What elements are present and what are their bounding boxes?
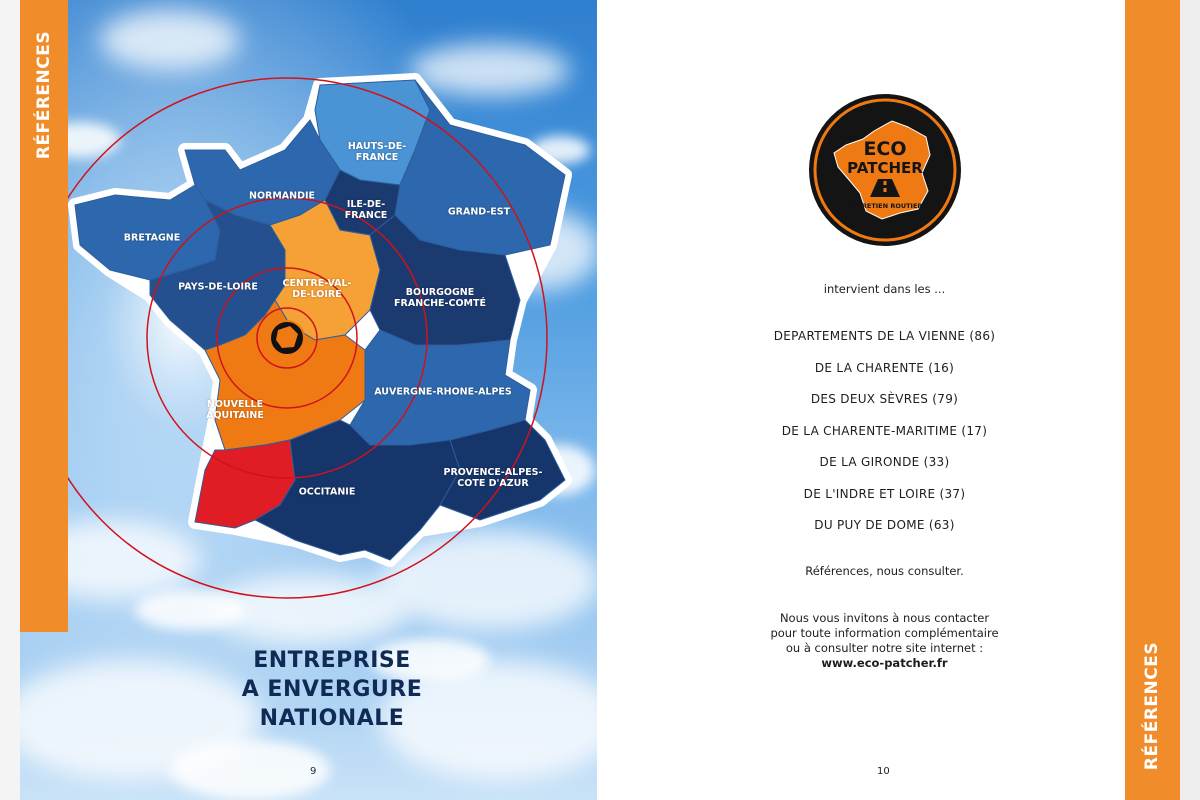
- department-list: [597, 326, 1172, 547]
- headline: ENTREPRISE A ENVERGURE NATIONALE: [241, 648, 423, 731]
- label-nouvelle-aquitaine: NOUVELLE AQUITAINE: [206, 399, 264, 421]
- list-item: DE LA CHARENTE (16): [814, 360, 955, 375]
- page-number: 9: [310, 766, 317, 777]
- list-item: DE LA GIRONDE (33): [819, 455, 950, 469]
- label-centre-val-de-loire: CENTRE-VAL- DE-LOIRE: [282, 278, 352, 300]
- right-page: [597, 0, 1180, 800]
- section-tab-label: RÉFÉRENCES: [34, 30, 54, 160]
- logo-text-eco: ECO: [863, 138, 907, 160]
- website-link[interactable]: www.eco-patcher.fr: [821, 656, 948, 670]
- map-logo-icon: [270, 321, 304, 355]
- contact-line: Nous vous invitons à nous contacter: [779, 611, 990, 625]
- label-pays-de-loire: PAYS-DE-LOIRE: [178, 281, 258, 293]
- contact-block: [597, 611, 1172, 671]
- label-auvergne-rhone-alpes: AUVERGNE-RHONE-ALPES: [374, 386, 512, 398]
- label-normandie: NORMANDIE: [248, 190, 316, 202]
- list-item: DU PUY DE DOME (63): [814, 518, 955, 532]
- label-grand-est: GRAND-EST: [447, 206, 511, 218]
- section-tab-right: [1125, 0, 1180, 800]
- label-bretagne: BRETAGNE: [123, 232, 181, 244]
- list-item: DE L'INDRE ET LOIRE (37): [803, 486, 966, 501]
- section-tab-label: RÉFÉRENCES: [1142, 641, 1162, 771]
- list-item: DEPARTEMENTS DE LA VIENNE (86): [773, 329, 996, 343]
- label-bourgogne-franche-comte: BOURGOGNE FRANCHE-COMTÉ: [394, 287, 486, 309]
- eco-patcher-logo: [808, 93, 962, 247]
- label-hauts-de-france: HAUTS-DE- FRANCE: [347, 141, 407, 163]
- list-item: DES DEUX SÈVRES (79): [810, 392, 959, 406]
- contact-line: pour toute information complémentaire: [770, 626, 999, 640]
- label-ile-de-france: ILE-DE- FRANCE: [344, 199, 388, 221]
- list-item: DE LA CHARENTE-MARITIME (17): [781, 423, 988, 438]
- page-number: 10: [877, 766, 890, 777]
- contact-line: ou à consulter notre site internet :: [785, 641, 984, 655]
- intro-text: intervient dans les ...: [823, 282, 946, 296]
- references-note: Références, nous consulter.: [805, 564, 964, 578]
- left-page: [20, 0, 597, 800]
- label-occitanie: OCCITANIE: [298, 486, 356, 498]
- logo-text-entretien: ENTRETIEN ROUTIER: [847, 202, 923, 210]
- section-tab-left: [20, 0, 68, 632]
- label-provence-alpes-cote-dazur: PROVENCE-ALPES- COTE D'AZUR: [443, 467, 543, 489]
- logo-text-patcher: PATCHER: [847, 159, 923, 177]
- page-edge: [1180, 0, 1200, 800]
